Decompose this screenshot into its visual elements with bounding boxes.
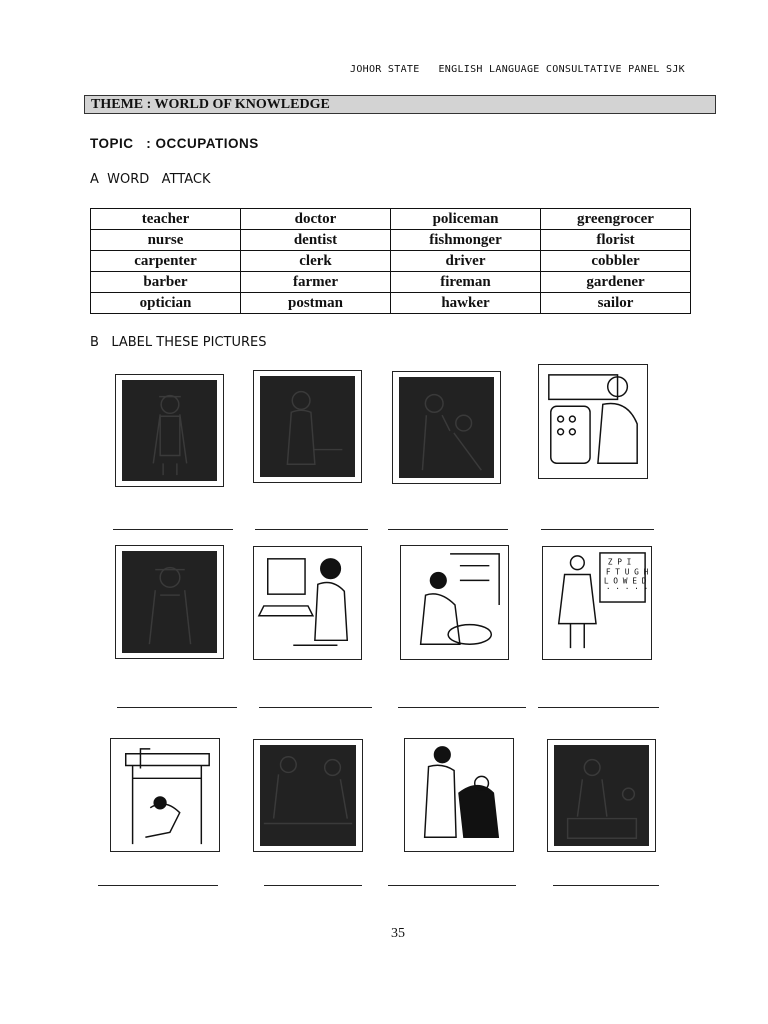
table-cell: clerk (241, 251, 391, 272)
svg-text:Z P I: Z P I (607, 557, 632, 567)
section-b-title: B LABEL THESE PICTURES (90, 335, 267, 350)
nurse-picture-icon (253, 370, 362, 483)
word-table (90, 208, 691, 314)
answer-line[interactable] (553, 885, 659, 886)
table-cell: policeman (391, 209, 541, 230)
fireman-picture-icon (115, 545, 224, 659)
answer-line[interactable] (259, 707, 372, 708)
table-cell: florist (541, 230, 691, 251)
answer-line[interactable] (398, 707, 526, 708)
table-cell: greengrocer (541, 209, 691, 230)
svg-text:F T U G H: F T U G H (605, 567, 649, 577)
table-row (91, 251, 691, 272)
cobbler-picture-icon (400, 545, 509, 660)
answer-line[interactable] (113, 529, 233, 530)
table-cell: teacher (91, 209, 241, 230)
table-cell: farmer (241, 272, 391, 293)
table-row (91, 230, 691, 251)
answer-line[interactable] (255, 529, 368, 530)
answer-line[interactable] (541, 529, 654, 530)
table-cell: cobbler (541, 251, 691, 272)
optician-picture-icon (542, 546, 652, 660)
pilot-driver-picture-icon (538, 364, 648, 479)
svg-text:· · · · ·: · · · · · (605, 584, 649, 594)
table-cell: optician (91, 293, 241, 314)
clerk-picture-icon (253, 546, 362, 660)
theme-banner (84, 95, 716, 114)
table-cell: fireman (391, 272, 541, 293)
section-a-title: A WORD ATTACK (90, 172, 211, 187)
answer-line[interactable] (264, 885, 362, 886)
table-row (91, 293, 691, 314)
dentist-picture-icon (404, 738, 514, 852)
table-cell: gardener (541, 272, 691, 293)
answer-line[interactable] (388, 885, 516, 886)
theme-title: THEME : WORLD OF KNOWLEDGE (91, 97, 330, 112)
plumber-carpenter-picture-icon (110, 738, 220, 852)
table-cell: doctor (241, 209, 391, 230)
table-cell: driver (391, 251, 541, 272)
barber-picture-icon (392, 371, 501, 484)
answer-line[interactable] (98, 885, 218, 886)
table-cell: hawker (391, 293, 541, 314)
topic-title: TOPIC : OCCUPATIONS (90, 136, 259, 151)
table-cell: dentist (241, 230, 391, 251)
greengrocer-picture-icon (547, 739, 656, 852)
table-cell: fishmonger (391, 230, 541, 251)
table-row (91, 209, 691, 230)
answer-line[interactable] (538, 707, 659, 708)
page-header: JOHOR STATE ENGLISH LANGUAGE CONSULTATIVE PANEL SJK (350, 64, 685, 75)
answer-line[interactable] (388, 529, 508, 530)
table-cell: nurse (91, 230, 241, 251)
table-cell: carpenter (91, 251, 241, 272)
svg-text:L O W E D: L O W E D (603, 576, 647, 586)
fishmonger-picture-icon (253, 739, 363, 852)
answer-line[interactable] (117, 707, 237, 708)
table-cell: barber (91, 272, 241, 293)
page-number: 35 (391, 926, 405, 941)
policeman-picture-icon (115, 374, 224, 487)
table-cell: postman (241, 293, 391, 314)
table-cell: sailor (541, 293, 691, 314)
table-row (91, 272, 691, 293)
